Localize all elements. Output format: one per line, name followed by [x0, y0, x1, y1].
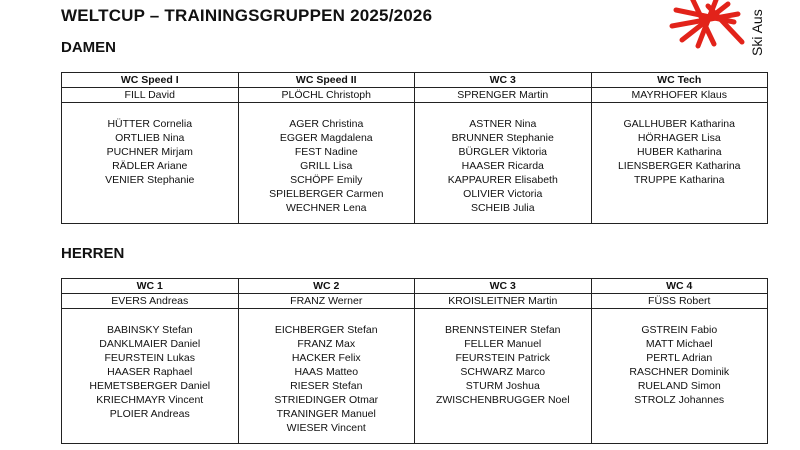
athlete-name: STRIEDINGER Otmar	[274, 394, 379, 406]
athlete-name: EGGER Magdalena	[279, 132, 373, 144]
group-name: WC Speed II	[238, 73, 415, 88]
group-name: WC Speed I	[62, 73, 239, 88]
herren-groups-table	[61, 278, 768, 444]
athlete-name: FEURSTEIN Patrick	[455, 352, 550, 364]
athlete-name: GSTREIN Fabio	[641, 324, 718, 336]
page-title: WELTCUP – TRAININGSGRUPPEN 2025/2026	[61, 6, 433, 25]
athlete-name: HEMETSBERGER Daniel	[89, 380, 211, 392]
group-name: WC 2	[238, 279, 415, 294]
group-coach: EVERS Andreas	[62, 294, 239, 309]
athlete-name: KAPPAURER Elisabeth	[447, 174, 558, 186]
athlete-name: RASCHNER Dominik	[629, 366, 730, 378]
group-coach: FRANZ Werner	[238, 294, 415, 309]
athlete-name: FELLER Manuel	[464, 338, 542, 350]
athlete-name: HÜTTER Cornelia	[107, 118, 193, 130]
athlete-name: PLOIER Andreas	[109, 408, 190, 420]
athlete-name: HUBER Katharina	[636, 146, 722, 158]
athlete-name: BÜRGLER Viktoria	[458, 146, 547, 158]
athletes-row	[62, 309, 768, 444]
coach-row	[62, 294, 768, 309]
group-athletes	[591, 309, 768, 444]
group-athletes	[238, 309, 415, 444]
group-athletes	[62, 309, 239, 444]
athlete-name: TRUPPE Katharina	[634, 174, 725, 186]
athlete-name: VENIER Stephanie	[105, 174, 195, 186]
group-header-row	[62, 73, 768, 88]
damen-groups-table	[61, 72, 768, 224]
athlete-name: EICHBERGER Stefan	[274, 324, 378, 336]
athlete-name: RUELAND Simon	[637, 380, 721, 392]
section-heading-damen: DAMEN	[61, 39, 116, 56]
athlete-name: FEURSTEIN Lukas	[104, 352, 195, 364]
athlete-name: PERTL Adrian	[646, 352, 713, 364]
athlete-name: WIESER Vincent	[286, 422, 366, 434]
group-athletes	[415, 103, 592, 224]
athlete-name: STROLZ Johannes	[634, 394, 725, 406]
athlete-name: HAASER Ricarda	[461, 160, 544, 172]
coach-row	[62, 88, 768, 103]
group-coach: FILL David	[62, 88, 239, 103]
athlete-name: PUCHNER Mirjam	[106, 146, 193, 158]
athlete-name: BABINSKY Stefan	[106, 324, 193, 336]
athlete-name: HAAS Matteo	[294, 366, 359, 378]
athlete-name: BRENNSTEINER Stefan	[444, 324, 561, 336]
athletes-row	[62, 103, 768, 224]
group-coach: PLÖCHL Christoph	[238, 88, 415, 103]
group-coach: KROISLEITNER Martin	[415, 294, 592, 309]
group-header-row	[62, 279, 768, 294]
athlete-name: SCHÖPF Emily	[290, 174, 363, 186]
athlete-name: KRIECHMAYR Vincent	[96, 394, 204, 406]
group-name: WC 3	[415, 73, 592, 88]
athlete-name: TRANINGER Manuel	[276, 408, 376, 420]
athlete-name: RÄDLER Ariane	[112, 160, 188, 172]
athlete-name: WECHNER Lena	[285, 202, 367, 214]
group-name: WC 1	[62, 279, 239, 294]
athlete-name: STURM Joshua	[465, 380, 540, 392]
brand-wordmark	[746, 0, 770, 58]
brand-text: Ski Aus	[749, 9, 765, 56]
group-athletes	[591, 103, 768, 224]
group-coach: FÜSS Robert	[591, 294, 768, 309]
athlete-name: ASTNER Nina	[469, 118, 537, 130]
group-name: WC Tech	[591, 73, 768, 88]
athlete-name: BRUNNER Stephanie	[451, 132, 554, 144]
group-athletes	[62, 103, 239, 224]
athlete-name: SCHWARZ Marco	[460, 366, 546, 378]
group-athletes	[415, 309, 592, 444]
group-coach: SPRENGER Martin	[415, 88, 592, 103]
athlete-name: SPIELBERGER Carmen	[269, 188, 384, 200]
athlete-name: FRANZ Max	[297, 338, 356, 350]
group-name: WC 4	[591, 279, 768, 294]
athlete-name: ZWISCHENBRUGGER Noel	[435, 394, 570, 406]
athlete-name: GRILL Lisa	[300, 160, 353, 172]
athlete-name: AGER Christina	[289, 118, 364, 130]
athlete-name: MATT Michael	[645, 338, 713, 350]
athlete-name: HÖRHAGER Lisa	[637, 132, 721, 144]
athlete-name: HACKER Felix	[291, 352, 361, 364]
athlete-name: FEST Nadine	[294, 146, 358, 158]
athlete-name: ORTLIEB Nina	[115, 132, 185, 144]
athlete-name: DANKLMAIER Daniel	[99, 338, 201, 350]
athlete-name: HAASER Raphael	[107, 366, 193, 378]
athlete-name: LIENSBERGER Katharina	[617, 160, 741, 172]
athlete-name: RIESER Stefan	[290, 380, 363, 392]
athlete-name: SCHEIB Julia	[470, 202, 535, 214]
group-name: WC 3	[415, 279, 592, 294]
group-coach: MAYRHOFER Klaus	[591, 88, 768, 103]
athlete-name: GALLHUBER Katharina	[623, 118, 735, 130]
group-athletes	[238, 103, 415, 224]
athlete-name: OLIVIER Victoria	[463, 188, 543, 200]
section-heading-herren: HERREN	[61, 245, 125, 262]
ski-austria-logo-icon	[668, 0, 750, 56]
